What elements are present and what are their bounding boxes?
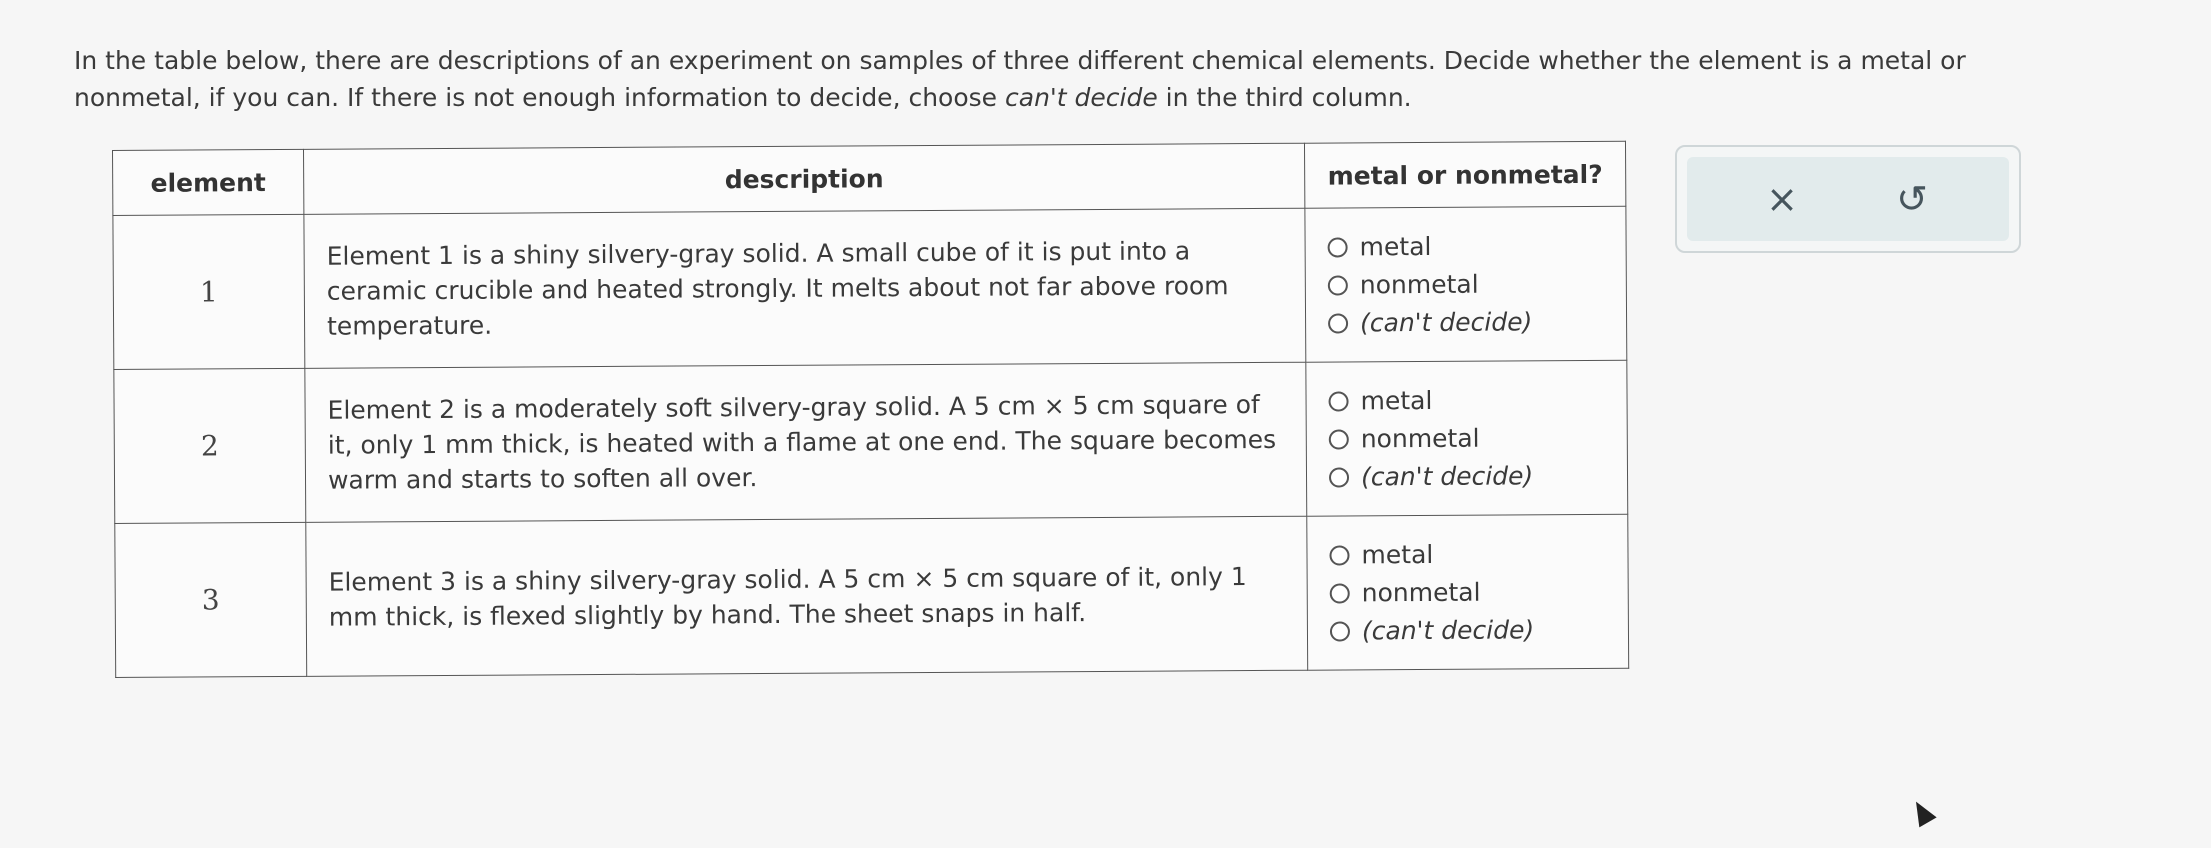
element-description: Element 2 is a moderately soft silvery-gray solid. A 5 cm × 5 cm square of it, only 1 mm thick, is heated with a flame at one end. The square becomes warm and starts to soften all over. bbox=[305, 362, 1307, 522]
radio-button[interactable] bbox=[1328, 237, 1348, 257]
undo-icon[interactable]: ↺ bbox=[1896, 177, 1928, 221]
element-description: Element 3 is a shiny silvery-gray solid. A 5 cm × 5 cm square of it, only 1 mm thick, is flexed slightly by hand. The sheet snaps in half. bbox=[306, 516, 1308, 676]
table-header-row bbox=[113, 141, 1626, 215]
option-cant-decide[interactable] bbox=[1330, 610, 1606, 650]
header-description: description bbox=[303, 143, 1304, 214]
radio-button[interactable] bbox=[1329, 545, 1349, 565]
choice-group bbox=[1307, 514, 1629, 670]
element-number: 1 bbox=[113, 214, 305, 369]
instructions-text bbox=[74, 42, 2074, 116]
experiment-table bbox=[112, 141, 1629, 678]
option-label: metal bbox=[1359, 231, 1432, 262]
option-label: nonmetal bbox=[1361, 577, 1481, 608]
answer-actions-panel bbox=[1675, 145, 2021, 253]
table-row bbox=[114, 360, 1628, 523]
instructions-emphasis: can't decide bbox=[1005, 83, 1158, 112]
option-label: nonmetal bbox=[1360, 423, 1480, 454]
radio-button[interactable] bbox=[1329, 429, 1349, 449]
option-label: nonmetal bbox=[1359, 269, 1479, 300]
instructions-part1: In the table below, there are descriptions of an experiment on samples of three different chemical elements. Decide whether the element is a metal or nonmetal, if you can. If there is not enough information to decide, choose bbox=[74, 46, 1966, 112]
element-number: 2 bbox=[114, 368, 306, 523]
option-metal[interactable] bbox=[1329, 534, 1605, 574]
option-label: (can't decide) bbox=[1361, 615, 1535, 646]
option-nonmetal[interactable] bbox=[1330, 572, 1606, 612]
option-nonmetal[interactable] bbox=[1329, 418, 1605, 458]
table-row bbox=[113, 206, 1627, 369]
instructions-part2: in the third column. bbox=[1157, 83, 1412, 112]
option-cant-decide[interactable] bbox=[1328, 302, 1604, 342]
close-icon[interactable]: × bbox=[1766, 177, 1798, 221]
mouse-pointer-icon bbox=[1907, 797, 1936, 828]
radio-button[interactable] bbox=[1328, 275, 1348, 295]
option-label: (can't decide) bbox=[1360, 461, 1534, 492]
radio-button[interactable] bbox=[1328, 313, 1348, 333]
option-label: (can't decide) bbox=[1359, 307, 1533, 338]
radio-button[interactable] bbox=[1330, 621, 1350, 641]
actions-bar bbox=[1687, 157, 2009, 241]
option-cant-decide[interactable] bbox=[1329, 456, 1605, 496]
header-classification: metal or nonmetal? bbox=[1304, 141, 1625, 208]
option-nonmetal[interactable] bbox=[1328, 264, 1604, 304]
element-description: Element 1 is a shiny silvery-gray solid. A small cube of it is put into a ceramic crucible and heated strongly. It melts about not far above room temperature. bbox=[304, 208, 1306, 368]
header-element: element bbox=[113, 149, 304, 215]
option-metal[interactable] bbox=[1327, 226, 1603, 266]
table-row bbox=[115, 514, 1629, 677]
element-number: 3 bbox=[115, 522, 307, 677]
option-label: metal bbox=[1360, 385, 1433, 416]
radio-button[interactable] bbox=[1329, 467, 1349, 487]
choice-group bbox=[1305, 206, 1627, 362]
choice-group bbox=[1306, 360, 1628, 516]
option-label: metal bbox=[1361, 539, 1434, 570]
option-metal[interactable] bbox=[1328, 380, 1604, 420]
radio-button[interactable] bbox=[1328, 391, 1348, 411]
radio-button[interactable] bbox=[1330, 583, 1350, 603]
